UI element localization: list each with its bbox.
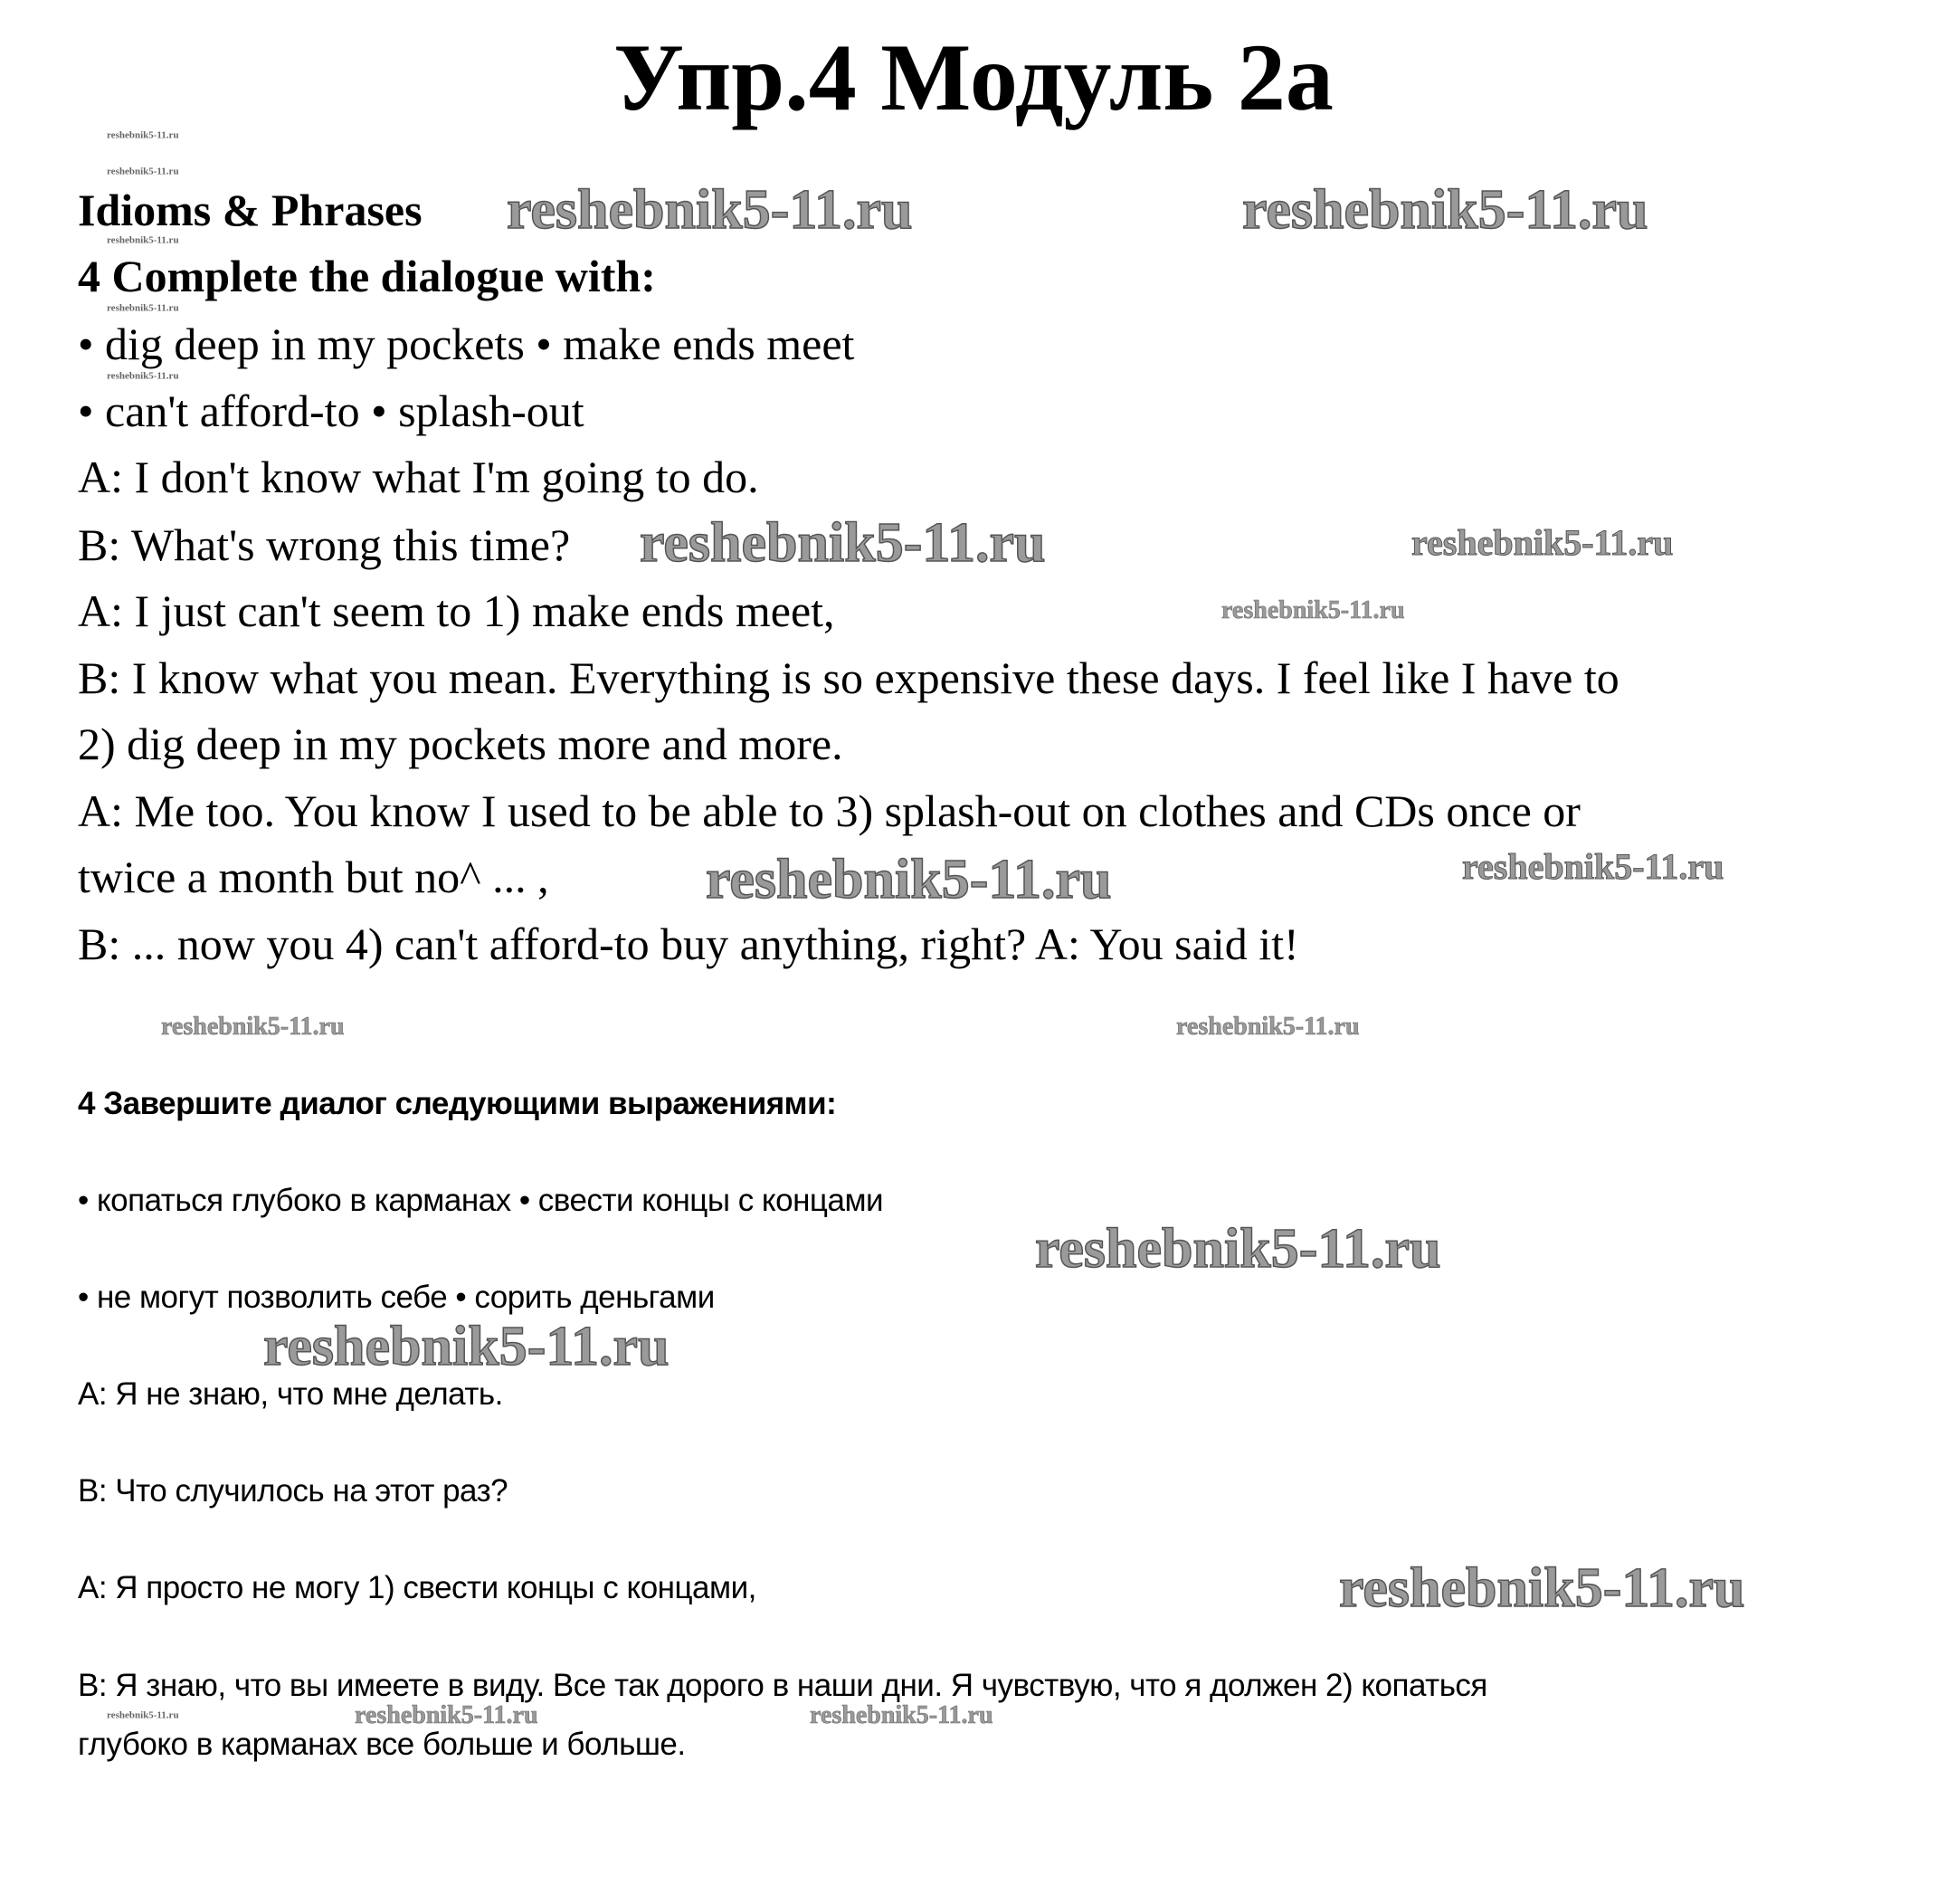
watermark: reshebnik5-11.ru [507, 179, 913, 241]
watermark: reshebnik5-11.ru [161, 1013, 345, 1041]
page-title: Упр.4 Модуль 2а [613, 24, 1334, 130]
dialogue-line: 2) dig deep in my pockets more and more. [78, 719, 843, 769]
task-heading: 4 Complete the dialogue with: [78, 251, 656, 301]
watermark: reshebnik5-11.ru [107, 302, 179, 314]
watermark: reshebnik5-11.ru [640, 512, 1046, 574]
watermark: reshebnik5-11.ru [107, 370, 179, 382]
russian-options-line: • копаться глубоко в карманах • свести концы с концами [78, 1183, 884, 1218]
watermark: reshebnik5-11.ru [1462, 846, 1724, 887]
watermark: reshebnik5-11.ru [810, 1701, 993, 1729]
watermark: reshebnik5-11.ru [1242, 179, 1648, 241]
watermark: reshebnik5-11.ru [355, 1701, 538, 1729]
dialogue-line: B: I know what you mean. Everything is so expensive these days. I feel like I have to [78, 652, 1619, 703]
options-line: • dig deep in my pockets • make ends meet [78, 319, 855, 369]
watermark: reshebnik5-11.ru [263, 1316, 670, 1377]
russian-dialogue-line: А: Я просто не могу 1) свести концы с концами, [78, 1570, 756, 1605]
russian-dialogue-line: В: Что случилось на этот раз? [78, 1473, 508, 1509]
section-heading: Idioms & Phrases [78, 185, 423, 235]
watermark: reshebnik5-11.ru [107, 166, 179, 177]
dialogue-line: twice a month but no^ ... , [78, 852, 549, 902]
watermark: reshebnik5-11.ru [1411, 522, 1674, 563]
watermark: reshebnik5-11.ru [107, 234, 179, 246]
watermark: reshebnik5-11.ru [107, 129, 179, 141]
dialogue-line: A: I just can't seem to 1) make ends meet, [78, 585, 835, 636]
russian-dialogue-line: В: Я знаю, что вы имеете в виду. Все так дорого в наши дни. Я чувствую, что я должен 2) копаться [78, 1668, 1487, 1703]
russian-dialogue-line: глубоко в карманах все больше и больше. [78, 1727, 686, 1762]
watermark: reshebnik5-11.ru [1339, 1557, 1745, 1619]
russian-task-heading: 4 Завершите диалог следующими выражениями: [78, 1086, 837, 1121]
russian-dialogue-line: А: Я не знаю, что мне делать. [78, 1376, 503, 1412]
options-line: • can't afford-to • splash-out [78, 386, 584, 436]
russian-options-line: • не могут позволить себе • сорить деньгами [78, 1280, 715, 1315]
watermark: reshebnik5-11.ru [107, 1709, 179, 1721]
watermark: reshebnik5-11.ru [1221, 596, 1405, 624]
dialogue-line: B: What's wrong this time? [78, 519, 571, 570]
watermark: reshebnik5-11.ru [1035, 1218, 1441, 1280]
dialogue-line: A: I don't know what I'm going to do. [78, 452, 759, 502]
watermark: reshebnik5-11.ru [706, 849, 1112, 910]
dialogue-line: A: Me too. You know I used to be able to 3) splash-out on clothes and CDs once or [78, 785, 1581, 836]
dialogue-line: B: ... now you 4) can't afford-to buy anything, right? A: You said it! [78, 919, 1299, 969]
watermark: reshebnik5-11.ru [1176, 1013, 1360, 1041]
